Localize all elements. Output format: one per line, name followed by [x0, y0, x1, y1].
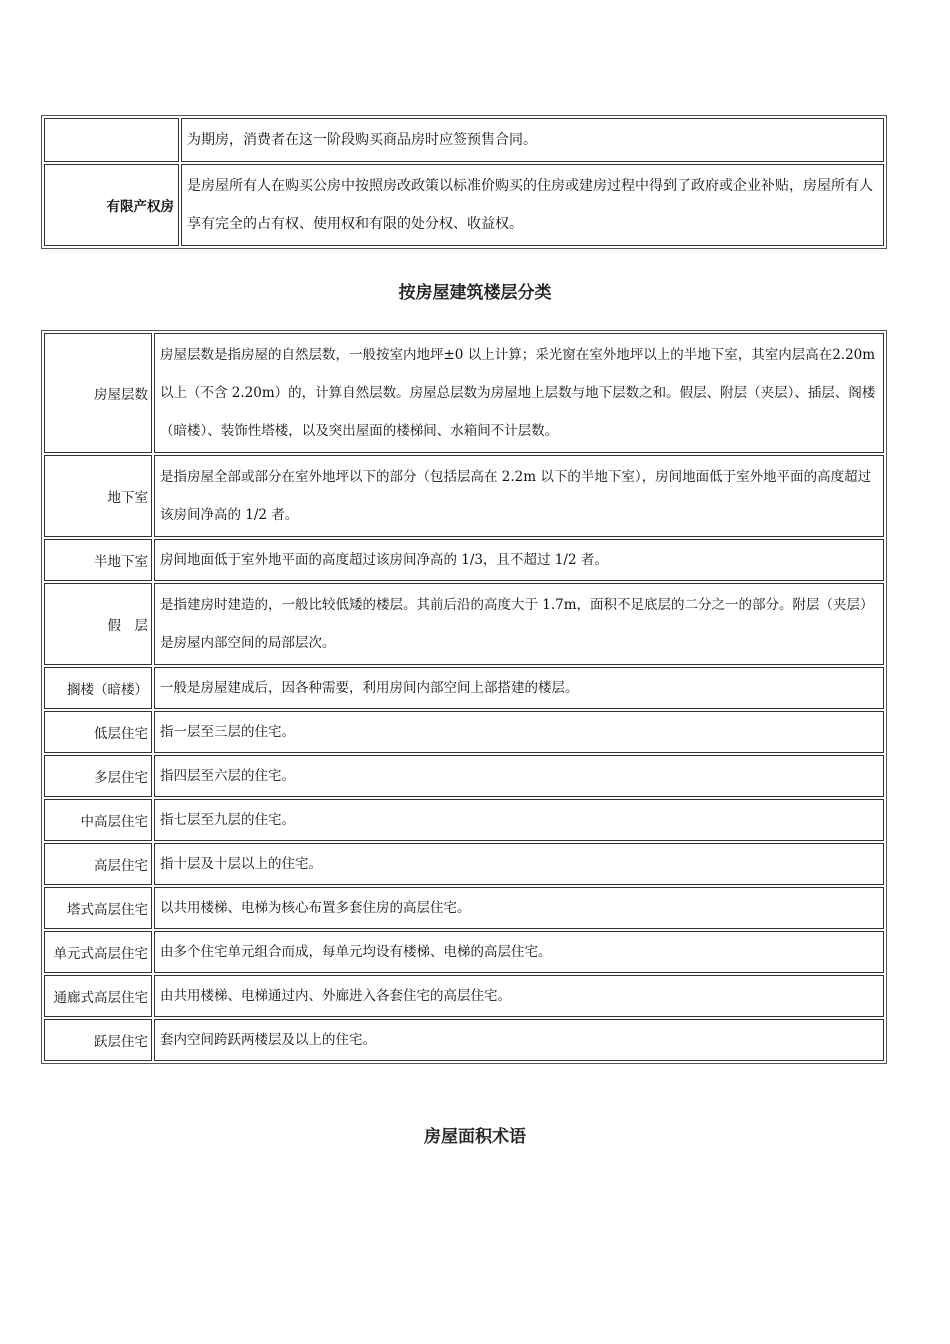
- description-cell: 是指房屋全部或部分在室外地坪以下的部分（包括层高在 2.2m 以下的半地下室），房间地面低于室外地平面的高度超过该房间净高的 1/2 者。: [154, 455, 884, 537]
- term-cell: 有限产权房: [44, 164, 179, 246]
- term-cell: 地下室: [44, 455, 152, 537]
- description-cell: 由共用楼梯、电梯通过内、外廊进入各套住宅的高层住宅。: [154, 975, 884, 1017]
- term-cell: 通廊式高层住宅: [44, 975, 152, 1017]
- description-cell: 指四层至六层的住宅。: [154, 755, 884, 797]
- table-row: [44, 455, 884, 537]
- description-cell: 指一层至三层的住宅。: [154, 711, 884, 753]
- table-row: [44, 755, 884, 797]
- term-cell: 半地下室: [44, 539, 152, 581]
- term-cell: 塔式高层住宅: [44, 887, 152, 929]
- term-cell: 低层住宅: [44, 711, 152, 753]
- term-cell: 假 层: [44, 583, 152, 665]
- table-row: [44, 539, 884, 581]
- term-cell: 搁楼（暗楼）: [44, 667, 152, 709]
- table-row: [44, 333, 884, 453]
- floor-classification-table: [41, 330, 887, 1064]
- term-cell: [44, 118, 179, 162]
- table-row: [44, 583, 884, 665]
- table-row: [44, 931, 884, 973]
- term-cell: 房屋层数: [44, 333, 152, 453]
- description-cell: 房间地面低于室外地平面的高度超过该房间净高的 1/3，且不超过 1/2 者。: [154, 539, 884, 581]
- term-cell: 中高层住宅: [44, 799, 152, 841]
- description-cell: 房屋层数是指房屋的自然层数，一般按室内地坪±0 以上计算；采光窗在室外地坪以上的半地下室，其室内层高在2.20m 以上（不含 2.20m）的，计算自然层数。房屋总层数为房屋地上层数与地下层数之和。假层、附层（夹层）、插层、阁楼（暗楼）、装饰性塔楼，以及突出屋面的楼梯间、水箱间不计层数。: [154, 333, 884, 453]
- term-cell: 跃层住宅: [44, 1019, 152, 1061]
- term-cell: 单元式高层住宅: [44, 931, 152, 973]
- table-row: [44, 164, 884, 246]
- table-row: [44, 975, 884, 1017]
- term-cell: 多层住宅: [44, 755, 152, 797]
- section-title-floor-classification: 按房屋建筑楼层分类: [398, 283, 552, 303]
- description-cell: 一般是房屋建成后，因各种需要，利用房间内部空间上部搭建的楼层。: [154, 667, 884, 709]
- section-title-area-terms: 房屋面积术语: [424, 1127, 526, 1147]
- description-cell: 是房屋所有人在购买公房中按照房改政策以标准价购买的住房或建房过程中得到了政府或企业补贴，房屋所有人享有完全的占有权、使用权和有限的处分权、收益权。: [181, 164, 884, 246]
- description-cell: 由多个住宅单元组合而成，每单元均设有楼梯、电梯的高层住宅。: [154, 931, 884, 973]
- table-row: [44, 711, 884, 753]
- description-cell: 指七层至九层的住宅。: [154, 799, 884, 841]
- description-cell: 为期房，消费者在这一阶段购买商品房时应签预售合同。: [181, 118, 884, 162]
- table-row: [44, 887, 884, 929]
- table-row: [44, 667, 884, 709]
- table-row: [44, 1019, 884, 1061]
- description-cell: 指十层及十层以上的住宅。: [154, 843, 884, 885]
- description-cell: 套内空间跨跃两楼层及以上的住宅。: [154, 1019, 884, 1061]
- term-cell: 高层住宅: [44, 843, 152, 885]
- description-cell: 是指建房时建造的，一般比较低矮的楼层。其前后沿的高度大于 1.7m，面积不足底层的二分之一的部分。附层（夹层）是房屋内部空间的局部层次。: [154, 583, 884, 665]
- table-row: [44, 843, 884, 885]
- table-row: [44, 118, 884, 162]
- description-cell: 以共用楼梯、电梯为核心布置多套住房的高层住宅。: [154, 887, 884, 929]
- table-row: [44, 799, 884, 841]
- ownership-terms-table: [41, 115, 887, 249]
